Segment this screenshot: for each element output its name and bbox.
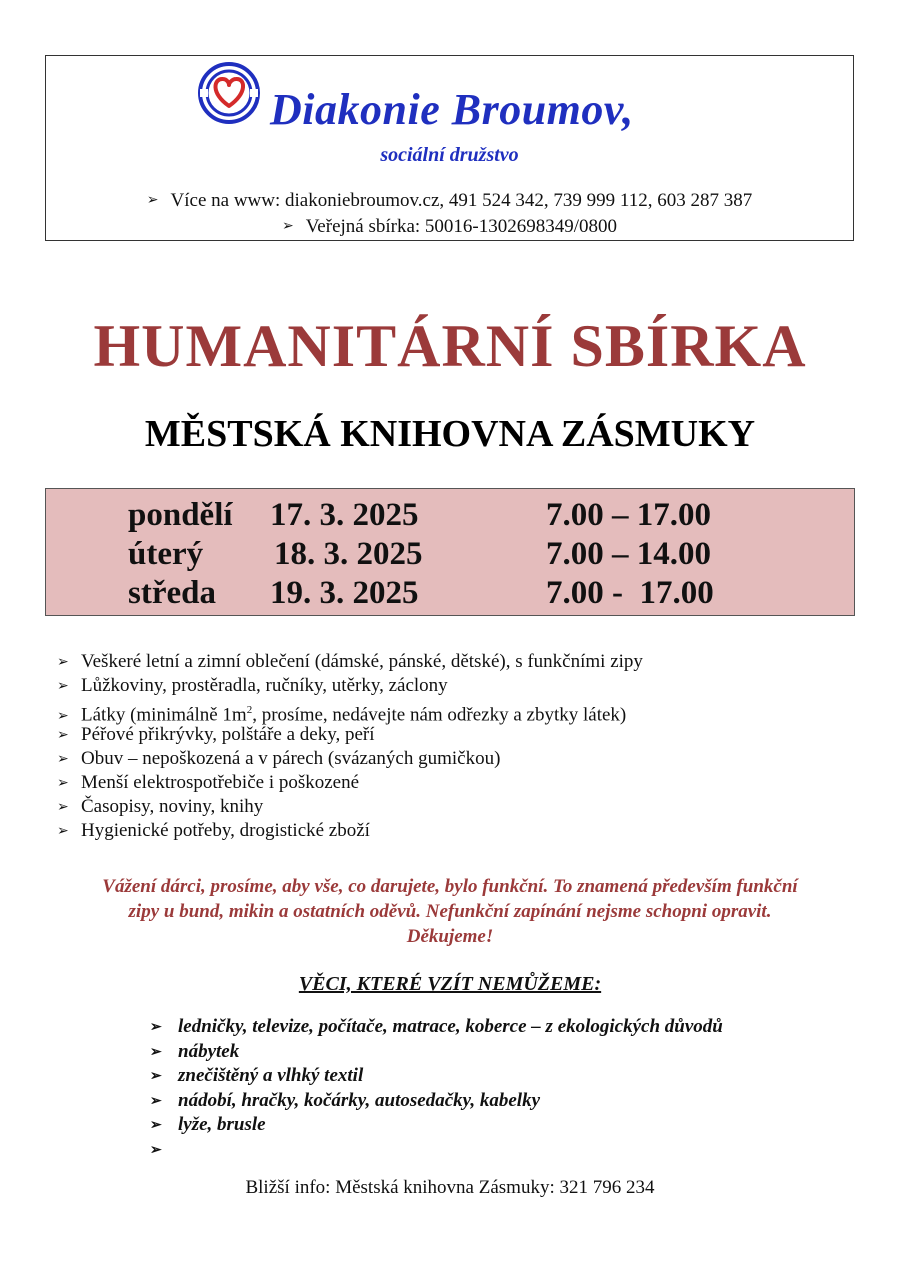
footer-info: Bližší info: Městská knihovna Zásmuky: 321 796 234 [245,1177,655,1198]
list-item-text: Časopisy, noviny, knihy [81,796,264,818]
list-item-text: Obuv – nepoškozená a v párech (svázaných gumičkou) [81,747,501,769]
list-item [57,819,643,843]
schedule-row [46,536,854,576]
contact-text: Více na www: diakoniebroumov.cz, 491 524 342, 739 999 112, 603 287 387 [170,190,753,211]
bullet-arrow-icon: ➢ [57,727,69,743]
bullet-arrow-icon: ➢ [57,708,69,724]
list-item-text: Menší elektrospotřebiče i poškozené [81,771,360,793]
list-item-text: Lůžkoviny, prostěradla, ručníky, utěrky, záclony [81,675,448,697]
list-item-text: Látky (minimálně 1m [81,704,247,726]
list-item-text: ledničky, televize, počítače, matrace, koberce – z ekologických důvodů [178,1016,723,1037]
collection-text: Veřejná sbírka: 50016-1302698349/0800 [305,216,618,237]
schedule-date: 17. 3. 2025 [270,497,419,533]
refused-items-heading: VĚCI, KTERÉ VZÍT NEMŮŽEME: [298,973,602,995]
list-item [57,771,643,795]
bullet-arrow-icon: ➢ [150,1118,162,1133]
schedule-time: 7.00 – 17.00 [546,497,711,533]
accepted-items-list [57,650,643,844]
diakonie-heart-logo-icon [196,60,262,126]
bullet-arrow-icon: ➢ [150,1020,162,1035]
bullet-arrow-icon: ➢ [281,219,294,234]
list-item [57,723,643,747]
notice-line: Děkujeme! [406,926,494,947]
schedule-row [46,497,854,537]
list-item [57,650,643,674]
schedule-day: úterý [128,536,204,572]
contact-line [46,190,853,212]
bullet-arrow-icon: ➢ [146,193,159,208]
list-item [57,795,643,819]
schedule-date: 18. 3. 2025 [274,536,423,572]
list-item [57,698,643,726]
donor-notice [40,874,860,949]
list-item [150,1113,723,1138]
collection-line [46,216,853,238]
list-item-text: nábytek [178,1040,240,1062]
schedule-date: 19. 3. 2025 [270,575,419,611]
list-item-text: nádobí, hračky, kočárky, autosedačky, kabelky [178,1089,541,1111]
bullet-arrow-icon: ➢ [57,775,69,791]
bullet-arrow-icon: ➢ [150,1069,162,1084]
list-item [57,747,643,771]
list-item [150,1089,723,1114]
list-item [150,1040,723,1065]
list-item-text: Péřové přikrývky, polštáře a deky, peří [81,723,375,745]
schedule-day: středa [128,575,216,611]
bullet-arrow-icon: ➢ [150,1142,162,1158]
refused-items-list [150,1015,723,1162]
list-item [150,1064,723,1089]
notice-line: zipy u bund, mikin a ostatních oděvů. Nefunkční zapínání nejsme schopni opravit. [128,901,772,922]
org-subtitle: sociální družstvo [380,144,519,166]
list-item [150,1015,723,1040]
list-item-text: Veškeré letní a zimní oblečení (dámské, pánské, dětské), s funkčními zipy [81,651,643,672]
bullet-arrow-icon: ➢ [57,751,69,767]
schedule-row [46,575,854,615]
venue-title: MĚSTSKÁ KNIHOVNA ZÁSMUKY [144,413,756,455]
bullet-arrow-icon: ➢ [57,800,69,816]
bullet-arrow-icon: ➢ [57,655,69,670]
notice-line: Vážení dárci, prosíme, aby vše, co darujete, bylo funkční. To znamená především funkční [102,876,798,897]
list-item-text: lyže, brusle [178,1114,266,1135]
schedule-time: 7.00 – 14.00 [546,536,711,572]
list-item-text-rest: , prosíme, nedávejte nám odřezky a zbytky látek) [252,704,627,726]
superscript: 2 [246,704,253,717]
page-title: HUMANITÁRNÍ SBÍRKA [93,313,807,379]
list-item [57,674,643,698]
schedule-time: 7.00 - 17.00 [546,575,714,611]
bullet-arrow-icon: ➢ [57,824,69,840]
bullet-arrow-icon: ➢ [57,679,69,695]
bullet-arrow-icon: ➢ [150,1044,162,1060]
schedule-day: pondělí [128,497,233,533]
list-item-text: znečištěný a vlhký textil [178,1065,364,1086]
schedule-box [45,488,855,616]
list-item-text: Hygienické potřeby, drogistické zboží [81,820,370,842]
list-item [150,1138,723,1163]
org-name: Diakonie Broumov, [270,85,634,134]
header-box [45,55,854,241]
bullet-arrow-icon: ➢ [150,1093,162,1109]
